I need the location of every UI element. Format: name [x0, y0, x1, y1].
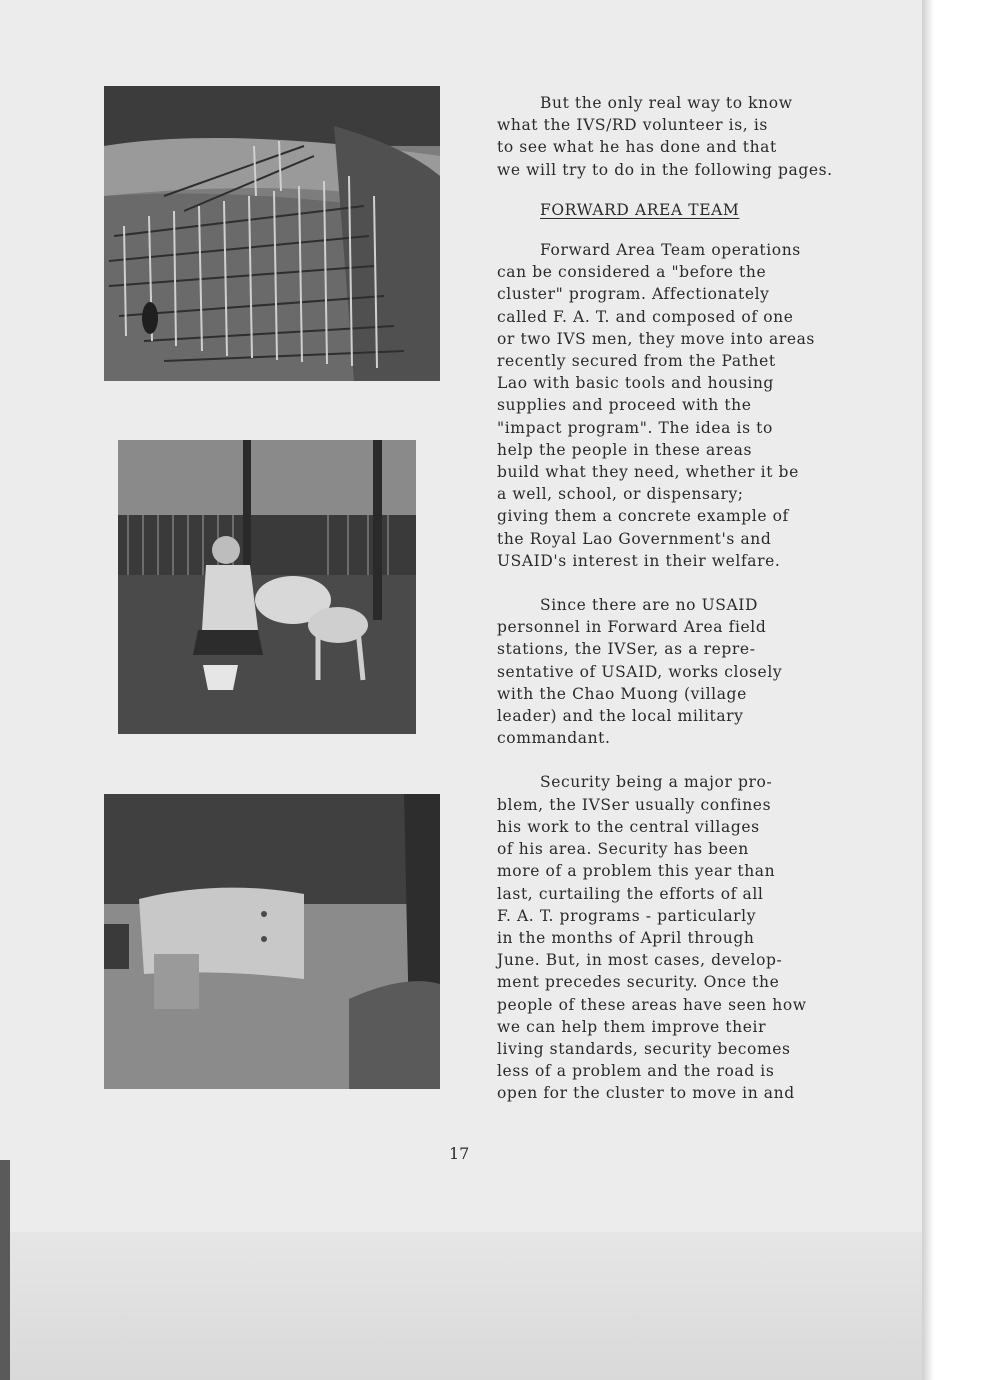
paragraph-fat-operations: Forward Area Team operations can be considered a "before the cluster" program. Affectionately called F. A. T. and composed of one or two IVS men, they move into areas recently secured from the Pathet Lao with basic tools and housing supplies and proceed with the "impact program". The idea is to help the people in these areas build what they need, whether it be a well, school, or dispensary; giving them a concrete example of the Royal Lao Government's and USAID's interest in their welfare. — [497, 241, 815, 570]
paragraph-security: Security being a major pro- blem, the IVSer usually confines his work to the central villages of his area. Security has been more of a problem this year than last, curtailing the efforts of all F. A. T. programs - particularly in the months of April through June. But, in most cases, develop- ment precedes security. Once the people of these areas have seen how we can help them improve their living standards, security becomes less of a problem and the road is open for the cluster to move in and — [497, 773, 807, 1103]
man-animals-image — [118, 440, 416, 734]
intro-paragraph: But the only real way to know what the IVS/RD volunteer is, is to see what he has done and that we will try to do in the following pages. — [497, 94, 833, 179]
photo-bamboo-trap — [104, 86, 440, 381]
photo-man-with-animals — [118, 440, 416, 734]
article-text-column — [497, 92, 897, 1105]
page-edge-shadow — [922, 0, 934, 1380]
paragraph-gap — [497, 749, 897, 771]
section-heading: FORWARD AREA TEAM — [540, 200, 740, 219]
bamboo-trap-image — [104, 86, 440, 381]
paragraph-gap — [497, 572, 897, 594]
page-binding-edge — [0, 1160, 10, 1380]
paragraph-usaid-personnel: Since there are no USAID personnel in Forward Area field stations, the IVSer, as a repre- sentative of USAID, works closely with the Chao Muong (village leader) and the local military commandant. — [497, 596, 783, 748]
photo-concrete-well — [104, 794, 440, 1089]
well-image — [104, 794, 440, 1089]
page-bottom-band — [0, 1232, 922, 1380]
page-number: 17 — [449, 1144, 470, 1163]
